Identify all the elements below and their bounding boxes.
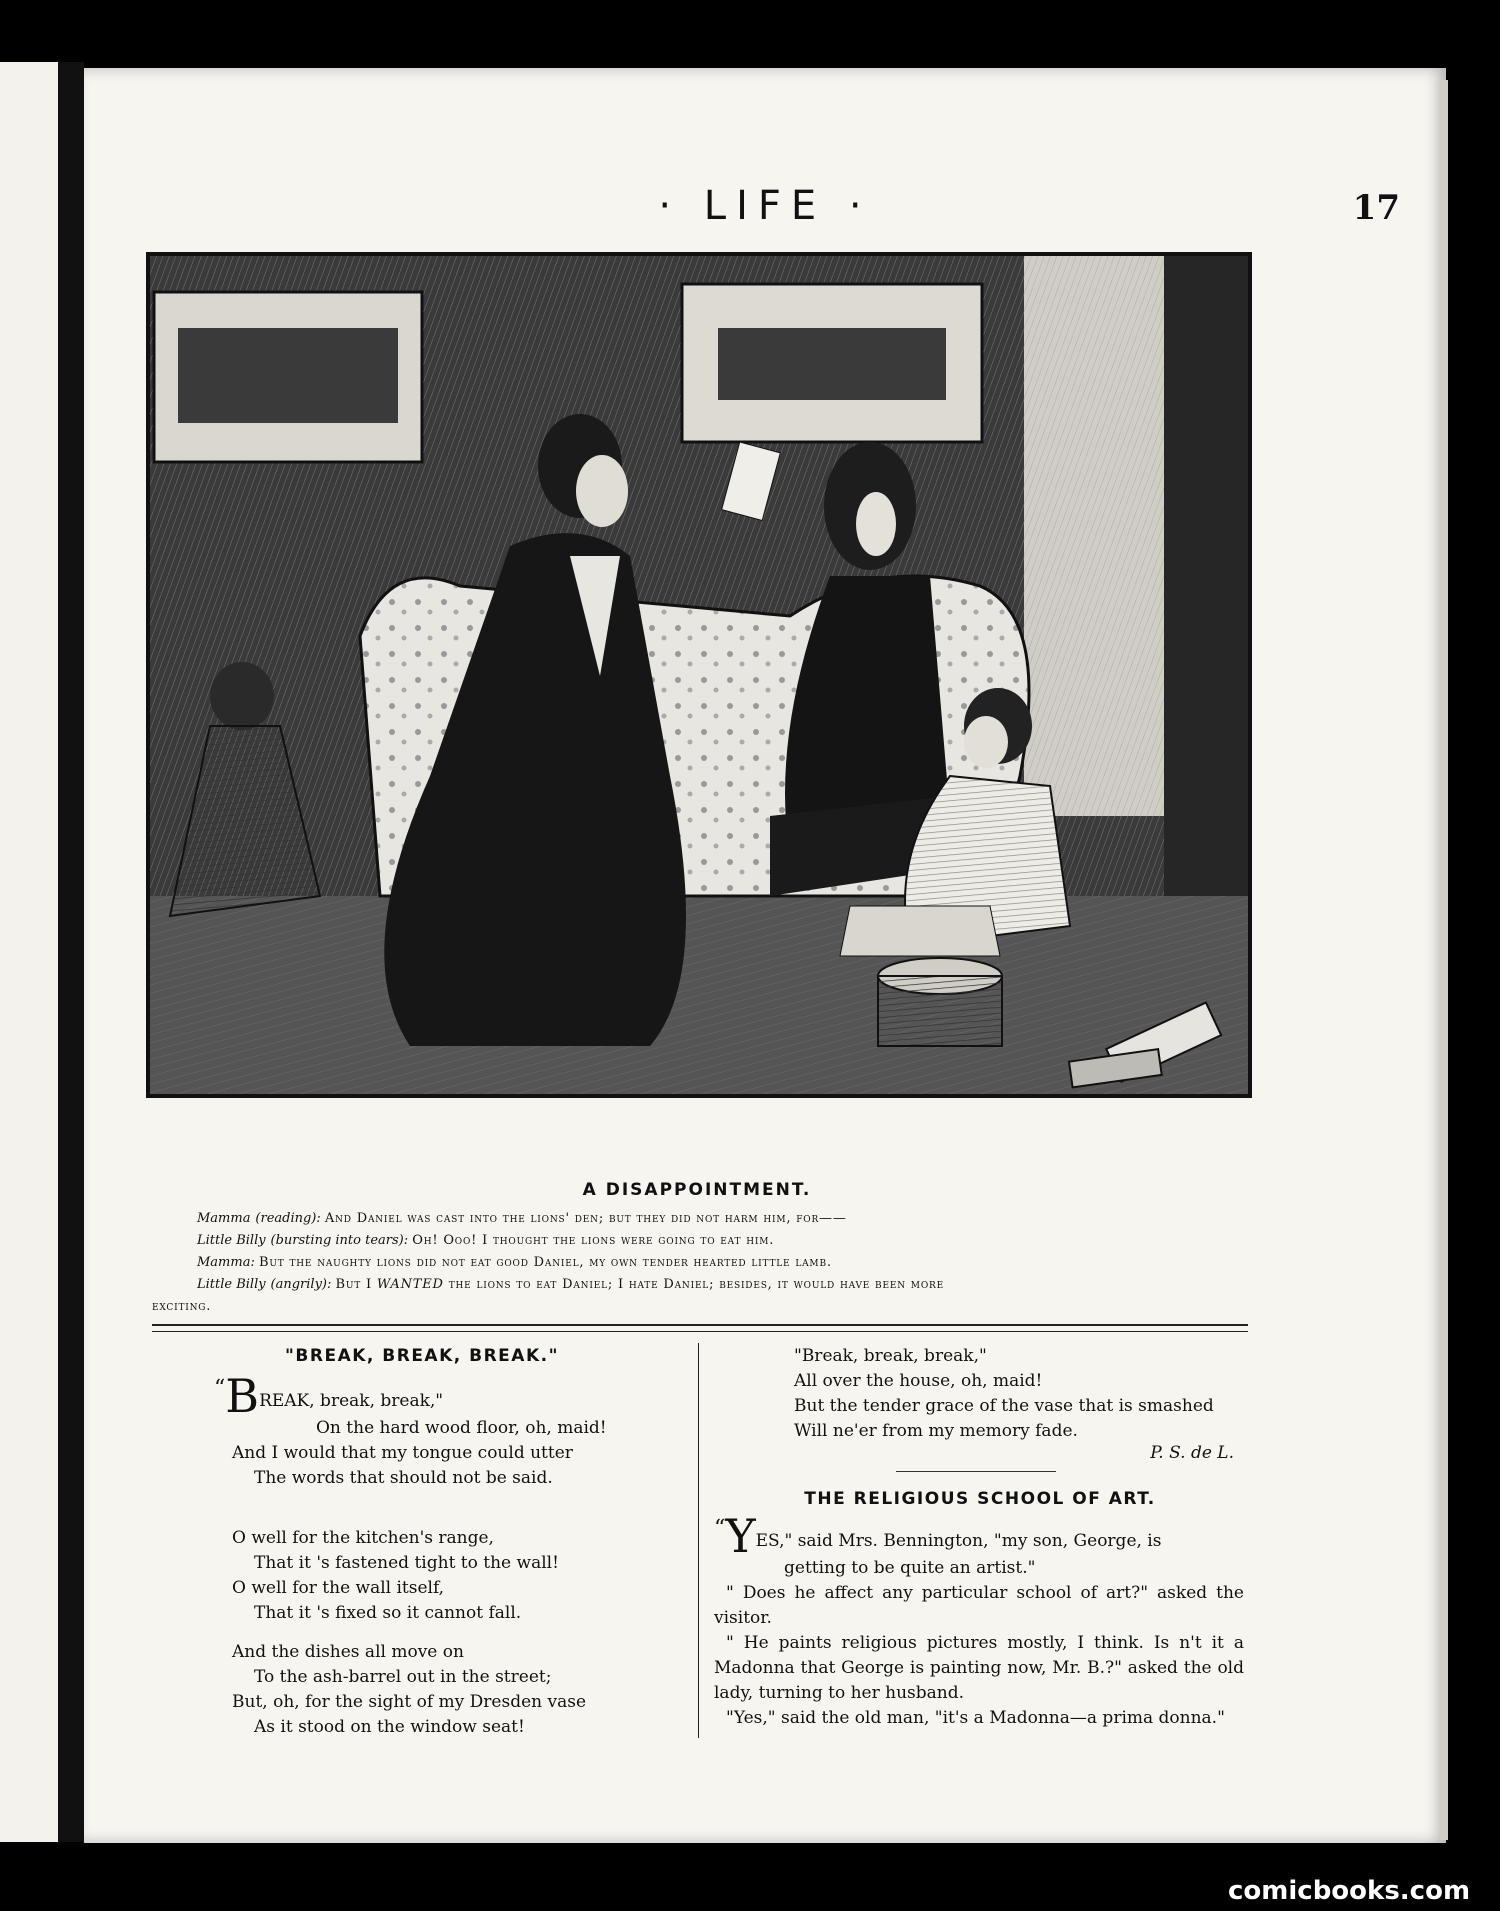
dropcap-letter: Y (725, 1509, 756, 1563)
article-paragraph: " He paints religious pictures mostly, I think. Is n't it a Madonna that George is painting now, Mr. B.?" asked the old lady, turning to her husband. (714, 1633, 1244, 1703)
page-number: 17 (1352, 188, 1400, 228)
dialogue-text: But the naughty lions did not eat good Daniel, my own tender hearted little lamb. (258, 1255, 832, 1270)
article-text: ES," said Mrs. Bennington, "my son, George, is (755, 1531, 1162, 1551)
illustration-caption-title: A DISAPPOINTMENT. (582, 1180, 812, 1200)
section-rule (152, 1331, 1248, 1332)
dropcap-quote: “ (714, 1516, 726, 1541)
dropcap-letter: B (225, 1369, 260, 1423)
poem-line: Will ne'er from my memory fade. (794, 1421, 1078, 1441)
page-right-edge (1440, 80, 1448, 1840)
article-paragraph-cont: getting to be quite an artist." (784, 1558, 1036, 1578)
dialogue-speaker: Little Billy (197, 1233, 266, 1248)
adjacent-page-edge (0, 62, 58, 1842)
magazine-page (84, 68, 1446, 1843)
dialogue-text: the lions to eat Daniel; I hate Daniel; besides, it would have been more (448, 1277, 944, 1292)
site-watermark: comicbooks.com (1228, 1876, 1471, 1906)
dialogue-line: Little Billy (angrily): But I WANTED the lions to eat Daniel; I hate Daniel; besides, it would have been more (197, 1277, 944, 1292)
poem-line: As it stood on the window seat! (254, 1717, 525, 1737)
short-rule (896, 1471, 1056, 1472)
poem-line-text: REAK, break, break," (259, 1391, 444, 1411)
dialogue-text: Oh! Ooo! I thought the lions were going to eat him. (412, 1233, 775, 1248)
poem-line: The words that should not be said. (254, 1468, 553, 1488)
poem-line: That it 's fixed so it cannot fall. (254, 1603, 522, 1623)
poem-line: To the ash-barrel out in the street; (254, 1667, 552, 1687)
poem-line: But, oh, for the sight of my Dresden vase (232, 1692, 587, 1712)
poem-stanza-4 (794, 1344, 1334, 1444)
dialogue-speaker: Mamma (197, 1255, 251, 1270)
poem-line: But the tender grace of the vase that is smashed (794, 1396, 1214, 1416)
poem-stanza-2 (232, 1526, 559, 1626)
dialogue-continuation: exciting. (152, 1299, 212, 1314)
dialogue-emphasis: WANTED (376, 1277, 444, 1292)
article-paragraph (714, 1509, 1244, 1563)
column-divider (698, 1343, 699, 1738)
dropcap-quote: “ (214, 1376, 226, 1401)
poem-line: O well for the wall itself, (232, 1578, 445, 1598)
poem-line: And I would that my tongue could utter (232, 1443, 573, 1463)
dialogue-direction: (angrily) (270, 1277, 327, 1292)
poem-title: "BREAK, BREAK, BREAK." (285, 1346, 559, 1366)
article-title: THE RELIGIOUS SCHOOL OF ART. (804, 1489, 1156, 1509)
poem-line: "Break, break, break," (794, 1346, 987, 1366)
illustration-dialogue (152, 1208, 1248, 1318)
dialogue-line: Mamma (reading): And Daniel was cast into the lions' den; but they did not harm him, for—— (197, 1211, 847, 1226)
poem-line: And the dishes all move on (232, 1642, 464, 1662)
illustration (146, 252, 1252, 1098)
girl-head (210, 662, 274, 730)
poem-line: All over the house, oh, maid! (794, 1371, 1043, 1391)
dialogue-speaker: Mamma (197, 1211, 251, 1226)
dialogue-text: But I (335, 1277, 372, 1292)
poem-signature: P. S. de L. (1150, 1443, 1234, 1463)
poem-stanza-1 (214, 1369, 607, 1491)
section-rule (152, 1324, 1248, 1326)
poem-line: On the hard wood floor, oh, maid! (316, 1418, 607, 1438)
article-body (714, 1509, 1244, 1731)
page-gutter-shadow (58, 62, 84, 1842)
poem-line: O well for the kitchen's range, (232, 1528, 494, 1548)
poem-stanza-3 (232, 1640, 586, 1740)
dialogue-speaker: Little Billy (197, 1277, 266, 1292)
article-paragraph: "Yes," said the old man, "it's a Madonna—a prima donna." (726, 1708, 1225, 1728)
poem-line: That it 's fastened tight to the wall! (254, 1553, 559, 1573)
dialogue-line: Mamma: But the naughty lions did not eat good Daniel, my own tender hearted little lamb. (197, 1255, 832, 1270)
illustration-drawing (150, 256, 1248, 1094)
poem-line (214, 1369, 607, 1423)
article-paragraph: " Does he affect any particular school of art?" asked the visitor. (714, 1583, 1244, 1628)
dialogue-text: And Daniel was cast into the lions' den; but they did not harm him, for—— (324, 1211, 847, 1226)
dialogue-direction: (reading) (255, 1211, 317, 1226)
magazine-title: · LIFE · (658, 183, 872, 229)
dialogue-line: Little Billy (bursting into tears): Oh! Ooo! I thought the lions were going to eat him. (197, 1233, 775, 1248)
dialogue-direction: (bursting into tears) (270, 1233, 404, 1248)
